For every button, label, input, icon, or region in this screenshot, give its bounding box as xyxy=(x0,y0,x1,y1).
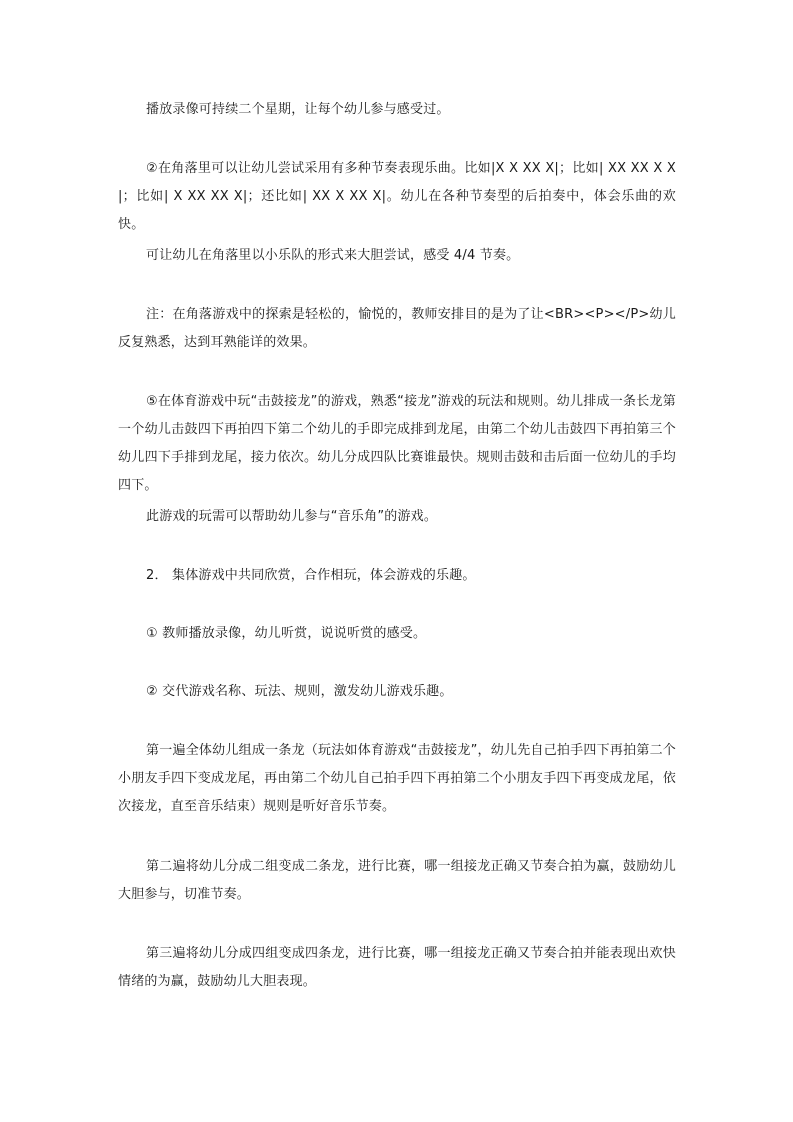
step-explain-rules: ② 交代游戏名称、玩法、规则，激发幼儿游戏乐趣。 xyxy=(146,684,453,699)
paragraph-rhythm-corner: ②在角落里可以让幼儿尝试采用有多种节奏表现乐曲。比如|X X XX X|；比如| XX XX X X |；比如| X XX XX X|；还比如| XX X XX X|。幼儿在各种节奏型的后拍奏中，体会乐曲的欢快。 xyxy=(118,161,676,232)
step-watch-video: ① 教师播放录像，幼儿听赏，说说听赏的感受。 xyxy=(146,626,427,641)
paragraph-game-helps: 此游戏的玩需可以帮助幼儿参与“音乐角”的游戏。 xyxy=(146,509,438,524)
paragraph-small-band: 可让幼儿在角落里以小乐队的形式来大胆尝试，感受 4/4 节奏。 xyxy=(146,248,520,263)
paragraph-video-duration: 播放录像可持续二个星期，让每个幼儿参与感受过。 xyxy=(146,102,450,117)
paragraph-drum-relay-game: ⑤在体育游戏中玩“击鼓接龙”的游戏，熟悉“接龙”游戏的玩法和规则。幼儿排成一条长龙第一个幼儿击鼓四下再拍四下第二个幼儿的手即完成排到龙尾，由第二个幼儿击鼓四下再拍第三个幼儿四下手排到龙尾，接力依次。幼儿分成四队比赛谁最快。规则击鼓和击后面一位幼儿的手均四下。 xyxy=(118,394,676,493)
paragraph-first-round: 第一遍全体幼儿组成一条龙（玩法如体育游戏“击鼓接龙”，幼儿先自己拍手四下再拍第二个小朋友手四下变成龙尾，再由第二个幼儿自己拍手四下再拍第二个小朋友手四下再变成龙尾，依次接龙，直至音乐结束）规则是听好音乐节奏。 xyxy=(118,743,676,814)
paragraph-note: 注：在角落游戏中的探索是轻松的，愉悦的，教师安排目的是为了让<BR><P></P>幼儿反复熟悉，达到耳熟能详的效果。 xyxy=(118,307,676,350)
paragraph-second-round: 第二遍将幼儿分成二组变成二条龙，进行比赛，哪一组接龙正确又节奏合拍为赢，鼓励幼儿大胆参与，切准节奏。 xyxy=(118,859,676,902)
section-heading-group-game: 2． 集体游戏中共同欣赏，合作相玩，体会游戏的乐趣。 xyxy=(146,568,476,583)
paragraph-third-round: 第三遍将幼儿分成四组变成四条龙，进行比赛，哪一组接龙正确又节奏合拍并能表现出欢快情绪的为赢，鼓励幼儿大胆表现。 xyxy=(118,946,676,989)
